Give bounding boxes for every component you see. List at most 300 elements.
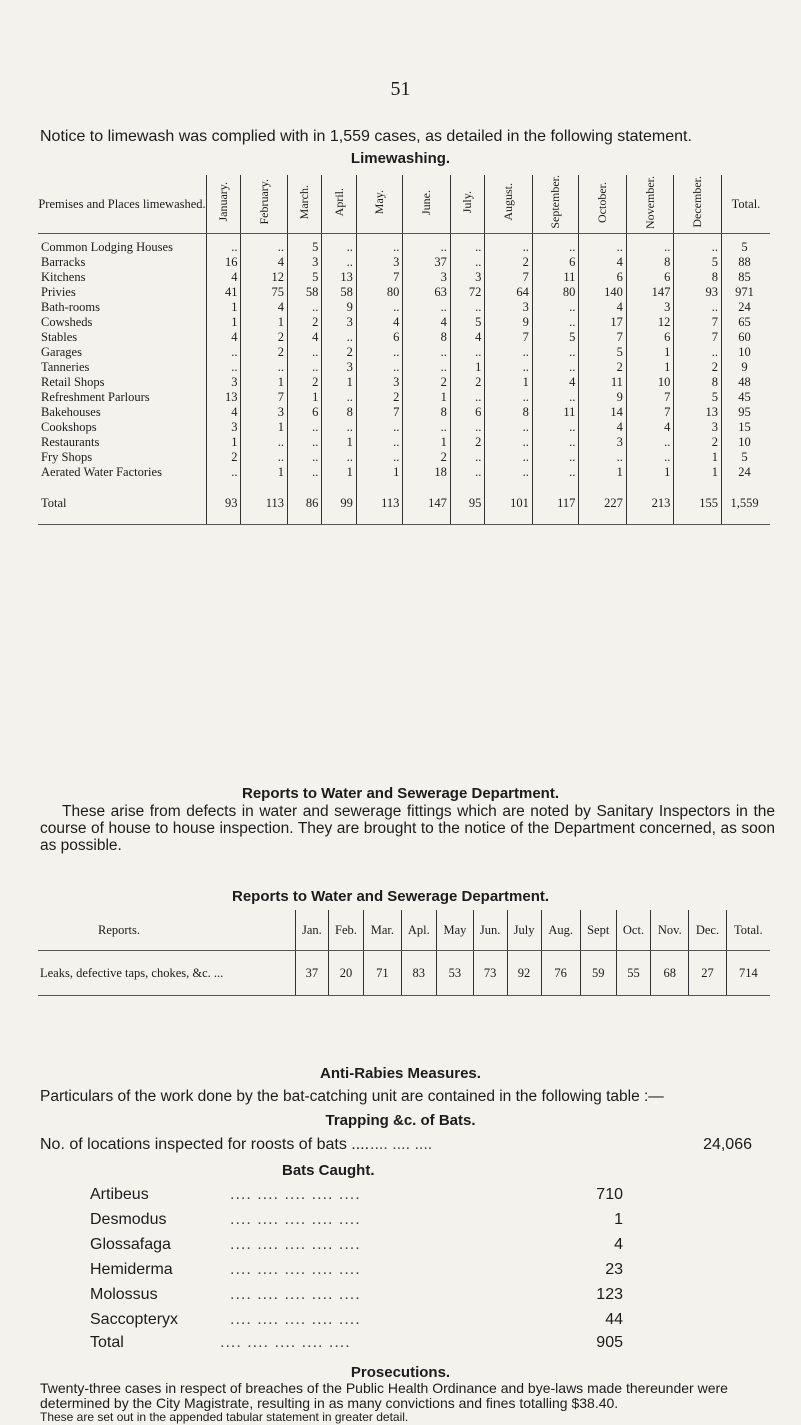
table-cell: 3 bbox=[241, 405, 288, 420]
table-cell: .. bbox=[241, 450, 288, 465]
table-cell: .. bbox=[207, 345, 241, 360]
limewashing-header-row bbox=[38, 175, 770, 234]
row-total: 15 bbox=[722, 420, 771, 435]
table-cell: 1 bbox=[403, 390, 451, 405]
table-row bbox=[38, 270, 770, 285]
bats-total-label: Total bbox=[90, 1334, 124, 1351]
table-cell: 6 bbox=[532, 255, 579, 270]
table-cell: 3 bbox=[356, 255, 403, 270]
locations-label: No. of locations inspected for roosts of bats .... bbox=[40, 1136, 370, 1153]
table-cell: 1 bbox=[403, 435, 451, 450]
bat-dots: .... .... .... .... .... bbox=[230, 1311, 361, 1328]
table-row bbox=[38, 255, 770, 270]
row-total: 24 bbox=[722, 465, 771, 486]
prosecutions-heading: Prosecutions. bbox=[350, 1364, 451, 1381]
table-cell: 1 bbox=[207, 300, 241, 315]
row-label: Garages bbox=[41, 345, 82, 359]
table-cell: 1 bbox=[626, 465, 674, 486]
table-cell: 4 bbox=[579, 300, 627, 315]
bat-dots: .... .... .... .... .... bbox=[230, 1186, 361, 1203]
water-month-header: Jun. bbox=[473, 910, 507, 951]
water-month-header: Jan. bbox=[296, 910, 329, 951]
table-cell: 3 bbox=[579, 435, 627, 450]
table-cell: 1 bbox=[579, 465, 627, 486]
table-cell: .. bbox=[403, 345, 451, 360]
water-cell: 76 bbox=[541, 951, 580, 996]
table-cell: 2 bbox=[450, 435, 484, 450]
bat-name: Glossafaga bbox=[90, 1236, 171, 1253]
water-month-header: Nov. bbox=[651, 910, 689, 951]
table-cell: 6 bbox=[626, 330, 674, 345]
month-total: 86 bbox=[287, 486, 321, 525]
month-total: 147 bbox=[403, 486, 451, 525]
water-heading: Reports to Water and Sewerage Department. bbox=[241, 785, 559, 802]
table-cell: 1 bbox=[207, 435, 241, 450]
table-cell: 1 bbox=[287, 390, 321, 405]
water-month-header: Apl. bbox=[401, 910, 436, 951]
bat-row bbox=[90, 1261, 690, 1279]
bat-dots: .... .... .... .... .... bbox=[230, 1286, 361, 1303]
month-header bbox=[207, 175, 241, 234]
bat-row bbox=[90, 1311, 690, 1329]
table-cell: 8 bbox=[322, 405, 356, 420]
row-label: Barracks bbox=[41, 255, 86, 269]
table-cell: 58 bbox=[287, 285, 321, 300]
table-cell: 75 bbox=[241, 285, 288, 300]
row-label: Bakehouses bbox=[41, 405, 101, 419]
table-row bbox=[38, 450, 770, 465]
locations-row bbox=[40, 1136, 752, 1154]
table-cell: 63 bbox=[403, 285, 451, 300]
premises-header: Premises and Places limewashed. bbox=[38, 175, 207, 234]
table-cell: 10 bbox=[626, 375, 674, 390]
water-cell: 20 bbox=[328, 951, 363, 996]
bats-total-value: 905 bbox=[596, 1334, 623, 1351]
table-cell: .. bbox=[403, 360, 451, 375]
table-row bbox=[38, 330, 770, 345]
table-cell: 2 bbox=[241, 330, 288, 345]
water-table bbox=[38, 910, 770, 996]
table-cell: .. bbox=[207, 360, 241, 375]
table-cell: .. bbox=[287, 450, 321, 465]
table-cell: 4 bbox=[626, 420, 674, 435]
table-cell: 80 bbox=[356, 285, 403, 300]
table-cell: .. bbox=[674, 345, 722, 360]
table-cell: .. bbox=[287, 300, 321, 315]
table-cell: 140 bbox=[579, 285, 627, 300]
table-cell: 3 bbox=[674, 420, 722, 435]
month-header-label: November. bbox=[642, 175, 657, 229]
trapping-subheading: Trapping &c. of Bats. bbox=[325, 1112, 476, 1129]
table-cell: .. bbox=[207, 234, 241, 256]
row-label: Refreshment Parlours bbox=[41, 390, 150, 404]
table-cell: 4 bbox=[287, 330, 321, 345]
table-cell: 3 bbox=[287, 255, 321, 270]
water-row-label: Leaks, defective taps, chokes, &c. ... bbox=[38, 951, 296, 996]
month-header-label: April. bbox=[331, 187, 346, 217]
table-cell: 6 bbox=[579, 270, 627, 285]
table-cell: 1 bbox=[241, 315, 288, 330]
table-cell: 1 bbox=[241, 420, 288, 435]
table-cell: 8 bbox=[674, 375, 722, 390]
table-cell: .. bbox=[287, 465, 321, 486]
table-cell: 1 bbox=[241, 465, 288, 486]
table-cell: .. bbox=[356, 420, 403, 435]
table-cell: 4 bbox=[532, 375, 579, 390]
table-cell: 3 bbox=[322, 315, 356, 330]
bat-row bbox=[90, 1211, 690, 1229]
month-header-label: January. bbox=[216, 182, 231, 222]
water-cell: 59 bbox=[580, 951, 616, 996]
water-table-title: Reports to Water and Sewerage Department. bbox=[232, 888, 550, 905]
table-cell: 58 bbox=[322, 285, 356, 300]
row-total: 24 bbox=[722, 300, 771, 315]
row-total: 65 bbox=[722, 315, 771, 330]
table-cell: .. bbox=[356, 345, 403, 360]
table-cell: 7 bbox=[485, 330, 533, 345]
table-cell: 2 bbox=[579, 360, 627, 375]
row-label: Cookshops bbox=[41, 420, 97, 434]
row-label: Common Lodging Houses bbox=[41, 240, 173, 254]
table-cell: 4 bbox=[207, 330, 241, 345]
table-cell: 11 bbox=[579, 375, 627, 390]
table-cell: 1 bbox=[322, 375, 356, 390]
water-cell: 68 bbox=[651, 951, 689, 996]
table-cell: 4 bbox=[579, 420, 627, 435]
table-cell: 9 bbox=[322, 300, 356, 315]
bat-dots: .... .... .... .... .... bbox=[230, 1236, 361, 1253]
table-cell: 2 bbox=[322, 345, 356, 360]
table-cell: 6 bbox=[450, 405, 484, 420]
table-cell: 1 bbox=[626, 360, 674, 375]
table-cell: 5 bbox=[674, 255, 722, 270]
month-header bbox=[674, 175, 722, 234]
water-month-header: Dec. bbox=[689, 910, 726, 951]
table-cell: .. bbox=[356, 300, 403, 315]
table-cell: 8 bbox=[626, 255, 674, 270]
row-label: Stables bbox=[41, 330, 78, 344]
table-cell: 2 bbox=[403, 375, 451, 390]
month-total: 227 bbox=[579, 486, 627, 525]
bats-total-row bbox=[90, 1334, 690, 1352]
table-row bbox=[38, 360, 770, 375]
table-cell: .. bbox=[450, 390, 484, 405]
table-cell: 4 bbox=[579, 255, 627, 270]
table-cell: 11 bbox=[532, 270, 579, 285]
table-cell: .. bbox=[674, 300, 722, 315]
month-header-label: October. bbox=[595, 181, 610, 223]
row-total: 5 bbox=[722, 450, 771, 465]
table-cell: .. bbox=[532, 300, 579, 315]
water-cell: 53 bbox=[436, 951, 473, 996]
water-cell: 73 bbox=[473, 951, 507, 996]
water-cell: 83 bbox=[401, 951, 436, 996]
row-total: 48 bbox=[722, 375, 771, 390]
bat-dots: .... .... .... .... .... bbox=[230, 1211, 361, 1228]
table-row bbox=[38, 300, 770, 315]
month-total: 95 bbox=[450, 486, 484, 525]
table-cell: 6 bbox=[356, 330, 403, 345]
table-cell: 3 bbox=[207, 375, 241, 390]
table-cell: .. bbox=[450, 300, 484, 315]
table-cell: 13 bbox=[322, 270, 356, 285]
table-cell: .. bbox=[287, 345, 321, 360]
table-cell: 2 bbox=[674, 360, 722, 375]
table-cell: .. bbox=[322, 330, 356, 345]
table-cell: .. bbox=[322, 255, 356, 270]
prosecutions-paragraph: Twenty-three cases in respect of breaches of the Public Health Ordinance and bye-laws made thereunder were determined by the City Magistrate, resulting in as many convictions and fines totalling $38.40. bbox=[40, 1380, 728, 1411]
table-cell: 3 bbox=[322, 360, 356, 375]
month-header bbox=[532, 175, 579, 234]
table-row bbox=[38, 405, 770, 420]
row-label: Privies bbox=[41, 285, 76, 299]
grand-total: 1,559 bbox=[722, 486, 771, 525]
table-cell: .. bbox=[403, 234, 451, 256]
table-cell: 7 bbox=[485, 270, 533, 285]
water-month-header: Aug. bbox=[541, 910, 580, 951]
table-cell: 3 bbox=[356, 375, 403, 390]
water-cell: 55 bbox=[616, 951, 651, 996]
table-cell: 6 bbox=[626, 270, 674, 285]
bat-row bbox=[90, 1236, 690, 1254]
locations-dots: .... .... .... bbox=[370, 1136, 433, 1153]
table-cell: .. bbox=[485, 420, 533, 435]
bat-name: Molossus bbox=[90, 1286, 158, 1303]
table-cell: 2 bbox=[485, 255, 533, 270]
table-cell: 7 bbox=[356, 270, 403, 285]
month-total: 155 bbox=[674, 486, 722, 525]
total-header: Total. bbox=[722, 175, 771, 234]
table-cell: .. bbox=[532, 420, 579, 435]
table-cell: 37 bbox=[403, 255, 451, 270]
table-cell: 5 bbox=[287, 270, 321, 285]
water-month-header: July bbox=[507, 910, 541, 951]
bat-row bbox=[90, 1186, 690, 1204]
table-cell: 2 bbox=[241, 345, 288, 360]
table-cell: .. bbox=[450, 465, 484, 486]
table-cell: 2 bbox=[287, 315, 321, 330]
table-cell: 41 bbox=[207, 285, 241, 300]
month-header-label: May. bbox=[372, 189, 387, 215]
table-cell: 1 bbox=[450, 360, 484, 375]
table-cell: .. bbox=[674, 234, 722, 256]
table-cell: 2 bbox=[207, 450, 241, 465]
table-cell: 9 bbox=[485, 315, 533, 330]
water-month-header: Oct. bbox=[616, 910, 651, 951]
row-total: 10 bbox=[722, 345, 771, 360]
table-cell: 7 bbox=[674, 330, 722, 345]
water-cell: 37 bbox=[296, 951, 329, 996]
bat-count: 1 bbox=[614, 1211, 623, 1228]
table-cell: 4 bbox=[241, 300, 288, 315]
row-total: 971 bbox=[722, 285, 771, 300]
table-cell: 4 bbox=[403, 315, 451, 330]
table-row bbox=[38, 234, 770, 256]
table-cell: .. bbox=[322, 450, 356, 465]
row-label: Fry Shops bbox=[41, 450, 93, 464]
bat-count: 4 bbox=[614, 1236, 623, 1253]
table-cell: .. bbox=[532, 435, 579, 450]
table-cell: .. bbox=[207, 465, 241, 486]
bats-heading: Bats Caught. bbox=[282, 1162, 375, 1179]
month-total: 213 bbox=[626, 486, 674, 525]
table-cell: .. bbox=[322, 234, 356, 256]
table-cell: 7 bbox=[626, 390, 674, 405]
reports-header: Reports. bbox=[38, 910, 296, 951]
table-cell: .. bbox=[532, 450, 579, 465]
table-cell: 7 bbox=[579, 330, 627, 345]
table-cell: 3 bbox=[626, 300, 674, 315]
table-cell: 5 bbox=[532, 330, 579, 345]
table-cell: .. bbox=[532, 345, 579, 360]
table-cell: 2 bbox=[287, 375, 321, 390]
table-cell: .. bbox=[485, 465, 533, 486]
table-row bbox=[38, 375, 770, 390]
row-total: 9 bbox=[722, 360, 771, 375]
table-cell: 1 bbox=[322, 465, 356, 486]
table-cell: .. bbox=[450, 255, 484, 270]
table-cell: 64 bbox=[485, 285, 533, 300]
table-cell: 72 bbox=[450, 285, 484, 300]
month-total: 113 bbox=[241, 486, 288, 525]
table-cell: 13 bbox=[674, 405, 722, 420]
row-total: 45 bbox=[722, 390, 771, 405]
month-header-label: September. bbox=[548, 175, 563, 229]
month-total: 99 bbox=[322, 486, 356, 525]
table-cell: .. bbox=[403, 420, 451, 435]
table-cell: .. bbox=[356, 234, 403, 256]
month-header bbox=[485, 175, 533, 234]
month-header bbox=[322, 175, 356, 234]
table-cell: .. bbox=[485, 390, 533, 405]
month-header bbox=[356, 175, 403, 234]
table-cell: 2 bbox=[356, 390, 403, 405]
table-cell: 7 bbox=[241, 390, 288, 405]
table-cell: 12 bbox=[626, 315, 674, 330]
table-cell: 11 bbox=[532, 405, 579, 420]
table-cell: 4 bbox=[207, 270, 241, 285]
table-cell: 5 bbox=[287, 234, 321, 256]
table-cell: .. bbox=[485, 450, 533, 465]
table-cell: .. bbox=[322, 390, 356, 405]
month-header bbox=[626, 175, 674, 234]
bat-count: 23 bbox=[605, 1261, 623, 1278]
water-total: 714 bbox=[726, 951, 770, 996]
water-month-header: Mar. bbox=[364, 910, 401, 951]
table-cell: .. bbox=[403, 300, 451, 315]
table-row bbox=[38, 390, 770, 405]
row-label: Aerated Water Factories bbox=[41, 465, 162, 479]
prosecutions-closing: These are set out in the appended tabular statement in greater detail. bbox=[40, 1410, 409, 1424]
water-cell: 71 bbox=[364, 951, 401, 996]
bats-total-dots: .... .... .... .... .... bbox=[220, 1334, 351, 1351]
table-cell: 3 bbox=[485, 300, 533, 315]
table-cell: 1 bbox=[485, 375, 533, 390]
table-cell: 1 bbox=[322, 435, 356, 450]
anti-rabies-heading: Anti-Rabies Measures. bbox=[320, 1065, 481, 1082]
bat-name: Saccopteryx bbox=[90, 1311, 179, 1328]
table-cell: 3 bbox=[207, 420, 241, 435]
locations-value: 24,066 bbox=[703, 1136, 752, 1153]
table-cell: .. bbox=[356, 360, 403, 375]
anti-rabies-text: Particulars of the work done by the bat-catching unit are contained in the following table :— bbox=[40, 1088, 664, 1105]
totals-row bbox=[38, 486, 770, 525]
table-cell: .. bbox=[241, 360, 288, 375]
row-total: 10 bbox=[722, 435, 771, 450]
table-cell: .. bbox=[626, 435, 674, 450]
table-cell: 13 bbox=[207, 390, 241, 405]
intro-text: Notice to limewash was complied with in 1,559 cases, as detailed in the following statement. bbox=[40, 128, 692, 145]
table-cell: .. bbox=[450, 450, 484, 465]
table-row bbox=[38, 465, 770, 486]
row-label: Bath-rooms bbox=[41, 300, 101, 314]
row-label: Restaurants bbox=[41, 435, 100, 449]
limewashing-table bbox=[38, 175, 770, 525]
table-cell: 1 bbox=[626, 345, 674, 360]
bat-name: Desmodus bbox=[90, 1211, 167, 1228]
table-cell: 8 bbox=[403, 330, 451, 345]
water-total-header: Total. bbox=[726, 910, 770, 951]
table-cell: 5 bbox=[579, 345, 627, 360]
table-cell: .. bbox=[287, 435, 321, 450]
table-cell: .. bbox=[485, 435, 533, 450]
table-cell: 8 bbox=[403, 405, 451, 420]
table-cell: .. bbox=[287, 360, 321, 375]
bat-name: Artibeus bbox=[90, 1186, 149, 1203]
table-cell: 6 bbox=[287, 405, 321, 420]
table-cell: 93 bbox=[674, 285, 722, 300]
bat-dots: .... .... .... .... .... bbox=[230, 1261, 361, 1278]
table-cell: 16 bbox=[207, 255, 241, 270]
row-label: Cowsheds bbox=[41, 315, 93, 329]
row-label: Kitchens bbox=[41, 270, 86, 284]
table-cell: .. bbox=[322, 420, 356, 435]
table-cell: 1 bbox=[674, 465, 722, 486]
table-cell: .. bbox=[485, 234, 533, 256]
table-cell: 2 bbox=[674, 435, 722, 450]
table-cell: 14 bbox=[579, 405, 627, 420]
bat-row bbox=[90, 1286, 690, 1304]
water-paragraph: These arise from defects in water and sewerage fittings which are noted by Sanitary Inspectors in the course of house to house inspection. They are brought to the notice of the Department concerned, as soon as possible. bbox=[40, 803, 775, 854]
water-data-row bbox=[38, 951, 770, 996]
month-total: 101 bbox=[485, 486, 533, 525]
month-header-label: March. bbox=[297, 184, 312, 220]
table-cell: 2 bbox=[403, 450, 451, 465]
row-total: 60 bbox=[722, 330, 771, 345]
table-cell: 80 bbox=[532, 285, 579, 300]
table-cell: .. bbox=[579, 450, 627, 465]
table-cell: .. bbox=[356, 450, 403, 465]
table-cell: 4 bbox=[207, 405, 241, 420]
month-total: 93 bbox=[207, 486, 241, 525]
table-row bbox=[38, 420, 770, 435]
month-header bbox=[403, 175, 451, 234]
table-cell: .. bbox=[450, 234, 484, 256]
month-total: 117 bbox=[532, 486, 579, 525]
table-cell: 7 bbox=[674, 315, 722, 330]
table-row bbox=[38, 345, 770, 360]
table-cell: 147 bbox=[626, 285, 674, 300]
table-cell: .. bbox=[450, 345, 484, 360]
table-cell: 8 bbox=[485, 405, 533, 420]
table-cell: .. bbox=[579, 234, 627, 256]
bat-count: 710 bbox=[596, 1186, 623, 1203]
table-cell: .. bbox=[532, 234, 579, 256]
bat-count: 123 bbox=[596, 1286, 623, 1303]
table-cell: 1 bbox=[241, 375, 288, 390]
table-cell: 18 bbox=[403, 465, 451, 486]
bat-name: Hemiderma bbox=[90, 1261, 173, 1278]
